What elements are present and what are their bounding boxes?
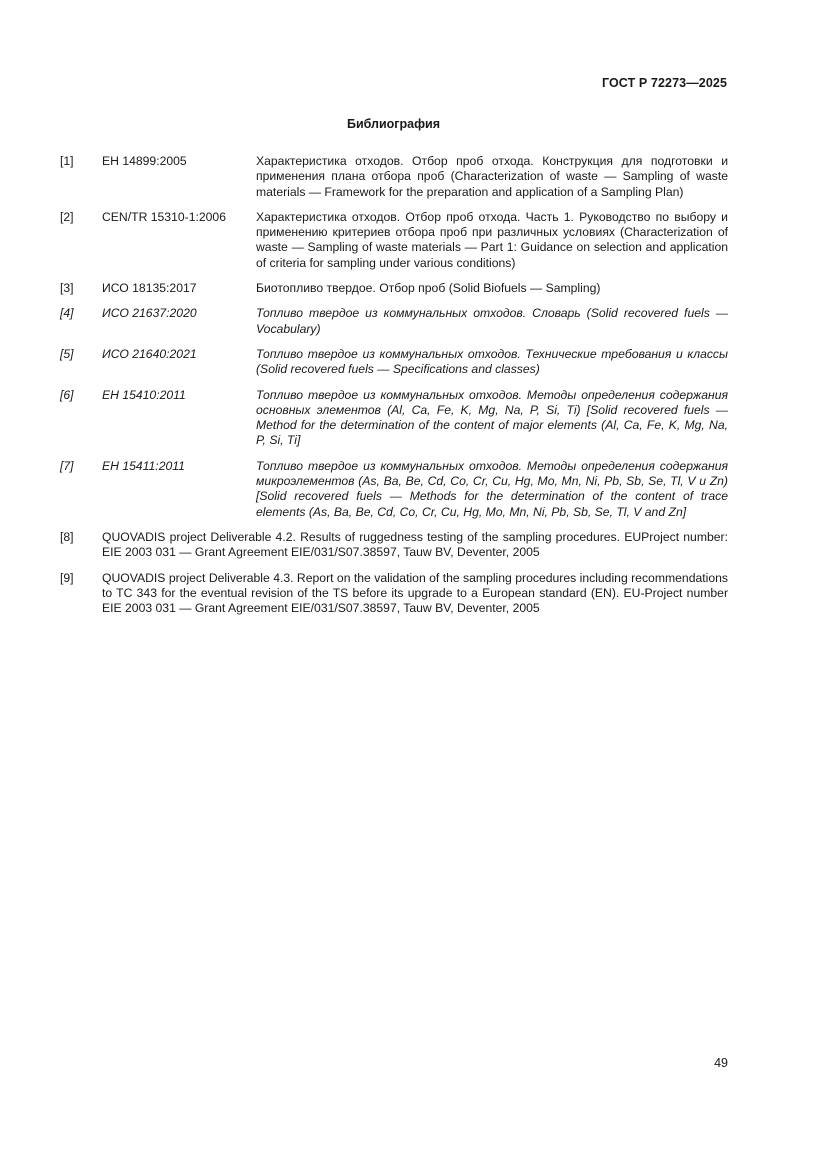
entry-title: Характеристика отходов. Отбор проб отхода. Часть 1. Руководство по выбору и применению критериев отбора проб при различных условиях (Characterization of waste — Sampling of waste materials — Part 1: Guidance on selection and application of criteria for sampling under various conditions) bbox=[256, 209, 728, 270]
entry-number: [1] bbox=[60, 154, 74, 168]
entry-standard-code: ЕН 15411:2011 bbox=[102, 458, 185, 473]
entry-standard-code: ИСО 21637:2020 bbox=[102, 306, 197, 321]
entry-number: [3] bbox=[60, 281, 74, 296]
entry-number: [6] bbox=[60, 387, 74, 402]
entry-standard-code: ИСО 21640:2021 bbox=[102, 346, 197, 361]
entry-title: Топливо твердое из коммунальных отходов. Технические требования и классы (Solid recovered fuels — Specifications and classes) bbox=[256, 346, 728, 377]
entry-standard-code: ЕН 14899:2005 bbox=[102, 154, 187, 168]
entry-number: [5] bbox=[60, 346, 74, 361]
bibliography-entry bbox=[60, 210, 728, 271]
entry-standard-code: ИСО 18135:2017 bbox=[102, 281, 197, 296]
entry-number: [8] bbox=[60, 529, 74, 544]
bibliography-entry bbox=[60, 571, 728, 617]
bibliography-entry bbox=[60, 154, 728, 200]
entry-number: [4] bbox=[60, 306, 74, 321]
entry-title: Характеристика отходов. Отбор проб отхода. Конструкция для подготовки и применения плана отбора проб (Characterization of waste — Sampling of waste materials — Framework for the preparation and application of a Sampling Plan) bbox=[256, 154, 728, 199]
bibliography-entry bbox=[60, 306, 728, 337]
entry-number: [7] bbox=[60, 458, 74, 473]
bibliography-entry bbox=[60, 530, 728, 561]
entry-title: Топливо твердое из коммунальных отходов. Методы определения содержания микроэлементов (As, Ba, Be, Cd, Co, Cr, Cu, Hg, Mo, Mn, Ni, Pb, Sb, Se, Tl, V и Zn) [Solid recovered fuels — Methods for the determination of the content of trace elements (As, Ba, Be, Cd, Co, Cr, Cu, Hg, Mo, Mn, Ni, Pb, Sb, Se, Tl, V and Zn] bbox=[256, 458, 728, 519]
entry-standard-code: CEN/TR 15310-1:2006 bbox=[102, 209, 226, 224]
bibliography-entry bbox=[60, 459, 728, 520]
entry-standard-code: ЕН 15410:2011 bbox=[102, 387, 186, 402]
entry-title: Биотопливо твердое. Отбор проб (Solid Biofuels — Sampling) bbox=[256, 281, 601, 296]
bibliography-title: Библиография bbox=[346, 117, 441, 131]
page-number: 49 bbox=[714, 1056, 728, 1070]
document-id-header: ГОСТ Р 72273—2025 bbox=[601, 76, 727, 90]
bibliography-entry bbox=[60, 347, 728, 378]
entry-number: [9] bbox=[60, 570, 74, 585]
entry-description: QUOVADIS project Deliverable 4.3. Report on the validation of the sampling procedures including recommendations to TC 343 for the eventual revision of the TS before its upgrade to a European standard (EN). EU-Project number EIE 2003 031 — Grant Agreement EIE/031/S07.38597, Tauw BV, Deventer, 2005 bbox=[102, 570, 728, 616]
entry-description: QUOVADIS project Deliverable 4.2. Results of ruggedness testing of the sampling procedures. EUProject number: EIE 2003 031 — Grant Agreement EIE/031/S07.38597, Tauw BV, Deventer, 2005 bbox=[102, 529, 728, 560]
entry-title: Топливо твердое из коммунальных отходов. Словарь (Solid recovered fuels — Vocabulary) bbox=[256, 306, 728, 336]
entry-number: [2] bbox=[60, 209, 74, 224]
bibliography-list bbox=[60, 154, 728, 626]
entry-title: Топливо твердое из коммунальных отходов. Методы определения содержания основных элементов (Al, Ca, Fe, K, Mg, Na, P, Si, Ti) [Solid recovered fuels — Method for the determination of the content of major elements (Al, Ca, Fe, K, Mg, Na, P, Si, Ti] bbox=[256, 387, 728, 448]
bibliography-entry bbox=[60, 388, 728, 449]
bibliography-entry bbox=[60, 281, 728, 296]
